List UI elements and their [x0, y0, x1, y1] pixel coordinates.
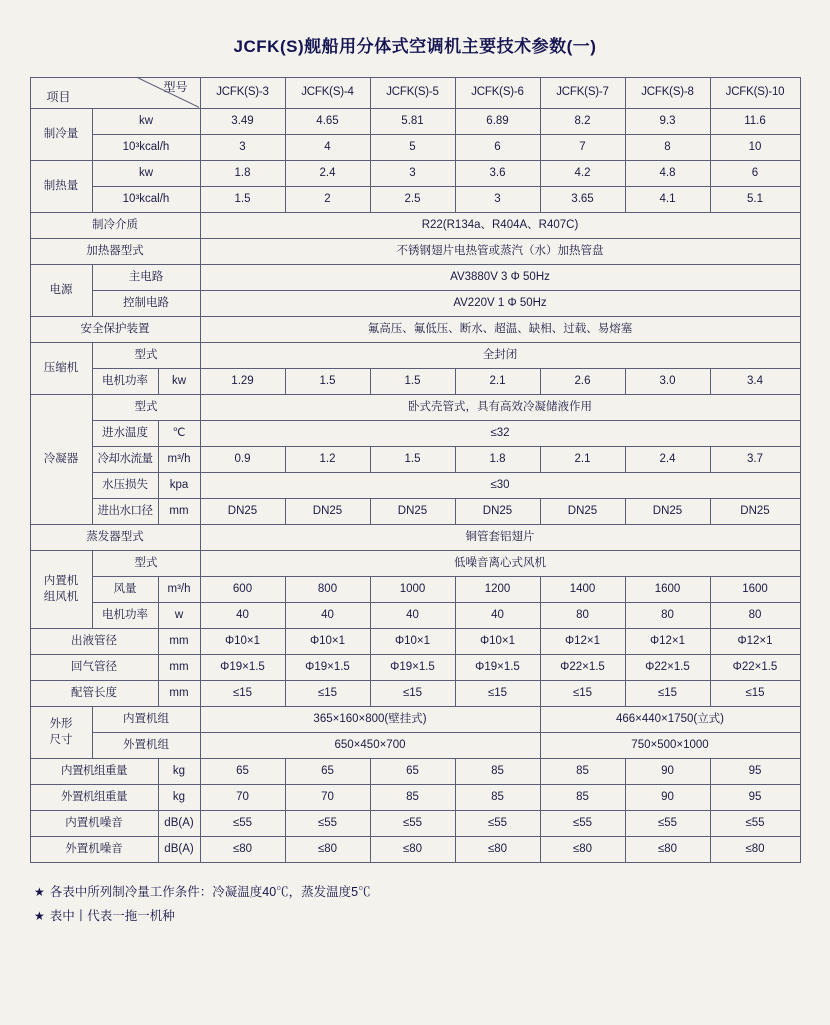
value-cell: 2.1 [455, 369, 540, 395]
value-cell: 90 [625, 759, 710, 785]
value-cell: 3.0 [625, 369, 710, 395]
unit-cell: dB(A) [158, 837, 200, 863]
row-label-pressure-loss: 水压损失 [92, 473, 158, 499]
value-cell: 600 [200, 577, 285, 603]
unit-cell: dB(A) [158, 811, 200, 837]
value-cell-fan-type: 低噪音离心式风机 [200, 551, 800, 577]
table-row [30, 837, 800, 863]
value-cell: 95 [710, 759, 800, 785]
value-cell: 10 [710, 135, 800, 161]
value-cell: ≤80 [455, 837, 540, 863]
value-cell: ≤80 [200, 837, 285, 863]
value-cell-heater-type: 不锈钢翅片电热管或蒸汽（水）加热管盘 [200, 239, 800, 265]
value-cell: 9.3 [625, 109, 710, 135]
value-cell-control-circuit: AV220V 1 Φ 50Hz [200, 291, 800, 317]
value-cell-compressor-type: 全封闭 [200, 343, 800, 369]
table-row [30, 239, 800, 265]
value-cell: 1400 [540, 577, 625, 603]
value-cell: 85 [540, 759, 625, 785]
row-label-compressor-type: 型式 [92, 343, 200, 369]
value-cell: 1.5 [200, 187, 285, 213]
value-cell: Φ12×1 [710, 629, 800, 655]
table-row [30, 785, 800, 811]
value-cell: DN25 [200, 499, 285, 525]
value-cell: 4.2 [540, 161, 625, 187]
unit-cell: m³/h [158, 577, 200, 603]
value-cell: 3.7 [710, 447, 800, 473]
value-cell: 3 [370, 161, 455, 187]
value-cell: 3.6 [455, 161, 540, 187]
value-cell: 5.1 [710, 187, 800, 213]
value-cell: ≤55 [710, 811, 800, 837]
table-row [30, 135, 800, 161]
value-cell-main-circuit: AV3880V 3 Φ 50Hz [200, 265, 800, 291]
value-cell: 8.2 [540, 109, 625, 135]
value-cell: 70 [285, 785, 370, 811]
value-cell: 1000 [370, 577, 455, 603]
row-label-fan-motor: 电机功率 [92, 603, 158, 629]
value-cell: 2 [285, 187, 370, 213]
row-label-inlet-dia: 进出水口径 [92, 499, 158, 525]
unit-cell: kg [158, 785, 200, 811]
row-label-power: 电源 [30, 265, 92, 317]
value-cell: ≤15 [540, 681, 625, 707]
row-label-safety: 安全保护装置 [30, 317, 200, 343]
table-row [30, 343, 800, 369]
row-label-heating: 制热量 [30, 161, 92, 213]
value-cell: DN25 [625, 499, 710, 525]
value-cell: DN25 [540, 499, 625, 525]
table-row [30, 161, 800, 187]
table-row [30, 317, 800, 343]
table-row [30, 213, 800, 239]
page-title: JCFK(S)舰船用分体式空调机主要技术参数(一) [233, 37, 597, 56]
model-column-header: JCFK(S)-3 [200, 78, 285, 109]
footnote-text: 表中丨代表一拖一机种 [49, 908, 175, 923]
value-cell: 4.65 [285, 109, 370, 135]
unit-cell: kpa [158, 473, 200, 499]
model-column-header: JCFK(S)-5 [370, 78, 455, 109]
unit-cell: 10³kcal/h [92, 187, 200, 213]
table-row [30, 395, 800, 421]
value-cell: Φ10×1 [455, 629, 540, 655]
value-cell: 80 [540, 603, 625, 629]
value-cell: Φ12×1 [540, 629, 625, 655]
table-row [30, 473, 800, 499]
table-row [30, 707, 800, 733]
value-cell: 1.29 [200, 369, 285, 395]
value-cell: ≤15 [455, 681, 540, 707]
table-row [30, 629, 800, 655]
value-cell-indoor-dim-right: 466×440×1750(立式) [540, 707, 800, 733]
row-label-indoor-weight: 内置机组重量 [30, 759, 158, 785]
value-cell: 65 [370, 759, 455, 785]
model-column-header: JCFK(S)-7 [540, 78, 625, 109]
footnote-item [30, 881, 800, 905]
value-cell: ≤55 [370, 811, 455, 837]
value-cell: 4 [285, 135, 370, 161]
header-item-model-cell [30, 78, 200, 109]
row-label-compressor-motor: 电机功率 [92, 369, 158, 395]
row-label-indoor-unit: 内置机组 [92, 707, 200, 733]
value-cell: ≤80 [285, 837, 370, 863]
row-label-refrigerant: 制冷介质 [30, 213, 200, 239]
table-row [30, 499, 800, 525]
table-row [30, 681, 800, 707]
unit-cell: mm [158, 655, 200, 681]
table-row [30, 447, 800, 473]
value-cell: 40 [200, 603, 285, 629]
value-cell: ≤15 [710, 681, 800, 707]
value-cell: 1.5 [285, 369, 370, 395]
row-label-condenser: 冷凝器 [30, 395, 92, 525]
value-cell: 1.5 [370, 369, 455, 395]
value-cell: Φ22×1.5 [710, 655, 800, 681]
row-label-fan-type: 型式 [92, 551, 200, 577]
value-cell: 3.49 [200, 109, 285, 135]
table-row [30, 291, 800, 317]
star-icon: ★ [34, 908, 45, 923]
value-cell: 80 [625, 603, 710, 629]
row-label-dimensions: 外形 尺寸 [30, 707, 92, 759]
value-cell: 1600 [710, 577, 800, 603]
value-cell: Φ19×1.5 [200, 655, 285, 681]
value-cell: ≤55 [625, 811, 710, 837]
footnote-text: 各表中所列制冷量工作条件：冷凝温度40℃，蒸发温度5℃ [49, 885, 371, 899]
value-cell: DN25 [710, 499, 800, 525]
value-cell: 85 [455, 759, 540, 785]
value-cell: Φ22×1.5 [540, 655, 625, 681]
value-cell: 800 [285, 577, 370, 603]
value-cell: 2.4 [285, 161, 370, 187]
value-cell: ≤55 [540, 811, 625, 837]
row-label-airflow: 风量 [92, 577, 158, 603]
value-cell: ≤15 [370, 681, 455, 707]
value-cell: 3.65 [540, 187, 625, 213]
value-cell: 2.1 [540, 447, 625, 473]
value-cell: Φ10×1 [200, 629, 285, 655]
value-cell: Φ19×1.5 [455, 655, 540, 681]
header-item-label: 项目 [46, 90, 71, 105]
value-cell: 6 [710, 161, 800, 187]
value-cell: 6.89 [455, 109, 540, 135]
value-cell: 3.4 [710, 369, 800, 395]
value-cell: 4.1 [625, 187, 710, 213]
value-cell-pressure-loss: ≤30 [200, 473, 800, 499]
value-cell-evaporator: 铜管套铝翅片 [200, 525, 800, 551]
table-row [30, 655, 800, 681]
value-cell: 2.5 [370, 187, 455, 213]
value-cell-refrigerant: R22(R134a、R404A、R407C) [200, 213, 800, 239]
value-cell: 65 [285, 759, 370, 785]
unit-cell: kg [158, 759, 200, 785]
value-cell-outdoor-dim-right: 750×500×1000 [540, 733, 800, 759]
unit-cell: ℃ [158, 421, 200, 447]
value-cell: ≤15 [285, 681, 370, 707]
row-label-indoor-noise: 内置机噪音 [30, 811, 158, 837]
row-label-condenser-type: 型式 [92, 395, 200, 421]
value-cell-condenser-type: 卧式壳管式，具有高效冷凝储液作用 [200, 395, 800, 421]
value-cell: 6 [455, 135, 540, 161]
table-header-row [30, 78, 800, 109]
row-label-outdoor-weight: 外置机组重量 [30, 785, 158, 811]
value-cell: ≤80 [710, 837, 800, 863]
value-cell: ≤55 [285, 811, 370, 837]
value-cell: 1.8 [200, 161, 285, 187]
footnote-item [30, 905, 800, 929]
table-row [30, 265, 800, 291]
table-row [30, 577, 800, 603]
table-row [30, 421, 800, 447]
value-cell: 7 [540, 135, 625, 161]
model-column-header: JCFK(S)-6 [455, 78, 540, 109]
row-label-gas-pipe: 回气管径 [30, 655, 158, 681]
value-cell: 80 [710, 603, 800, 629]
value-cell-outdoor-dim-left: 650×450×700 [200, 733, 540, 759]
value-cell: 1600 [625, 577, 710, 603]
header-model-label: 型号 [163, 80, 188, 94]
value-cell: 95 [710, 785, 800, 811]
unit-cell: w [158, 603, 200, 629]
row-label-outdoor-noise: 外置机噪音 [30, 837, 158, 863]
unit-cell: kw [92, 109, 200, 135]
table-row [30, 603, 800, 629]
value-cell: ≤55 [455, 811, 540, 837]
table-row [30, 733, 800, 759]
table-row [30, 811, 800, 837]
value-cell: ≤15 [625, 681, 710, 707]
unit-cell: kw [92, 161, 200, 187]
value-cell: 11.6 [710, 109, 800, 135]
value-cell: Φ12×1 [625, 629, 710, 655]
footnotes [30, 881, 800, 929]
value-cell: ≤80 [370, 837, 455, 863]
value-cell: 2.4 [625, 447, 710, 473]
table-row [30, 525, 800, 551]
model-column-header: JCFK(S)-4 [285, 78, 370, 109]
unit-cell: mm [158, 499, 200, 525]
row-label-control-circuit: 控制电路 [92, 291, 200, 317]
value-cell: 1200 [455, 577, 540, 603]
row-label-indoor-fan: 内置机 组风机 [30, 551, 92, 629]
value-cell: 1.2 [285, 447, 370, 473]
row-label-main-circuit: 主电路 [92, 265, 200, 291]
unit-cell: 10³kcal/h [92, 135, 200, 161]
value-cell: 3 [455, 187, 540, 213]
value-cell: 90 [625, 785, 710, 811]
row-label-heater-type: 加热器型式 [30, 239, 200, 265]
unit-cell: mm [158, 681, 200, 707]
value-cell: DN25 [285, 499, 370, 525]
row-label-outdoor-unit: 外置机组 [92, 733, 200, 759]
table-row [30, 187, 800, 213]
value-cell: 85 [455, 785, 540, 811]
model-column-header: JCFK(S)-10 [710, 78, 800, 109]
value-cell: Φ19×1.5 [285, 655, 370, 681]
value-cell: Φ10×1 [370, 629, 455, 655]
value-cell-safety: 氟高压、氟低压、断水、超温、缺相、过载、易熔塞 [200, 317, 800, 343]
row-label-cooling: 制冷量 [30, 109, 92, 161]
row-label-inlet-temp: 进水温度 [92, 421, 158, 447]
value-cell: ≤15 [200, 681, 285, 707]
value-cell: 70 [200, 785, 285, 811]
value-cell: 5.81 [370, 109, 455, 135]
value-cell: ≤80 [625, 837, 710, 863]
star-icon: ★ [34, 885, 45, 899]
value-cell-inlet-temp: ≤32 [200, 421, 800, 447]
value-cell: 1.5 [370, 447, 455, 473]
table-row [30, 759, 800, 785]
value-cell: 4.8 [625, 161, 710, 187]
table-row [30, 369, 800, 395]
row-label-liquid-pipe: 出液管径 [30, 629, 158, 655]
value-cell: 5 [370, 135, 455, 161]
value-cell: 65 [200, 759, 285, 785]
value-cell: 0.9 [200, 447, 285, 473]
value-cell: Φ22×1.5 [625, 655, 710, 681]
value-cell: 40 [370, 603, 455, 629]
table-row [30, 109, 800, 135]
value-cell: 2.6 [540, 369, 625, 395]
value-cell: 8 [625, 135, 710, 161]
unit-cell: mm [158, 629, 200, 655]
value-cell: ≤55 [200, 811, 285, 837]
value-cell: 3 [200, 135, 285, 161]
model-column-header: JCFK(S)-8 [625, 78, 710, 109]
value-cell: Φ10×1 [285, 629, 370, 655]
row-label-evaporator: 蒸发器型式 [30, 525, 200, 551]
value-cell: Φ19×1.5 [370, 655, 455, 681]
value-cell-indoor-dim-left: 365×160×800(壁挂式) [200, 707, 540, 733]
row-label-compressor: 压缩机 [30, 343, 92, 395]
specification-table [30, 77, 801, 863]
value-cell: 85 [540, 785, 625, 811]
row-label-pipe-length: 配管长度 [30, 681, 158, 707]
value-cell: DN25 [370, 499, 455, 525]
value-cell: 40 [455, 603, 540, 629]
row-label-water-flow: 冷却水流量 [92, 447, 158, 473]
value-cell: 1.8 [455, 447, 540, 473]
value-cell: 40 [285, 603, 370, 629]
unit-cell: m³/h [158, 447, 200, 473]
unit-cell: kw [158, 369, 200, 395]
value-cell: 85 [370, 785, 455, 811]
value-cell: ≤80 [540, 837, 625, 863]
table-row [30, 551, 800, 577]
value-cell: DN25 [455, 499, 540, 525]
